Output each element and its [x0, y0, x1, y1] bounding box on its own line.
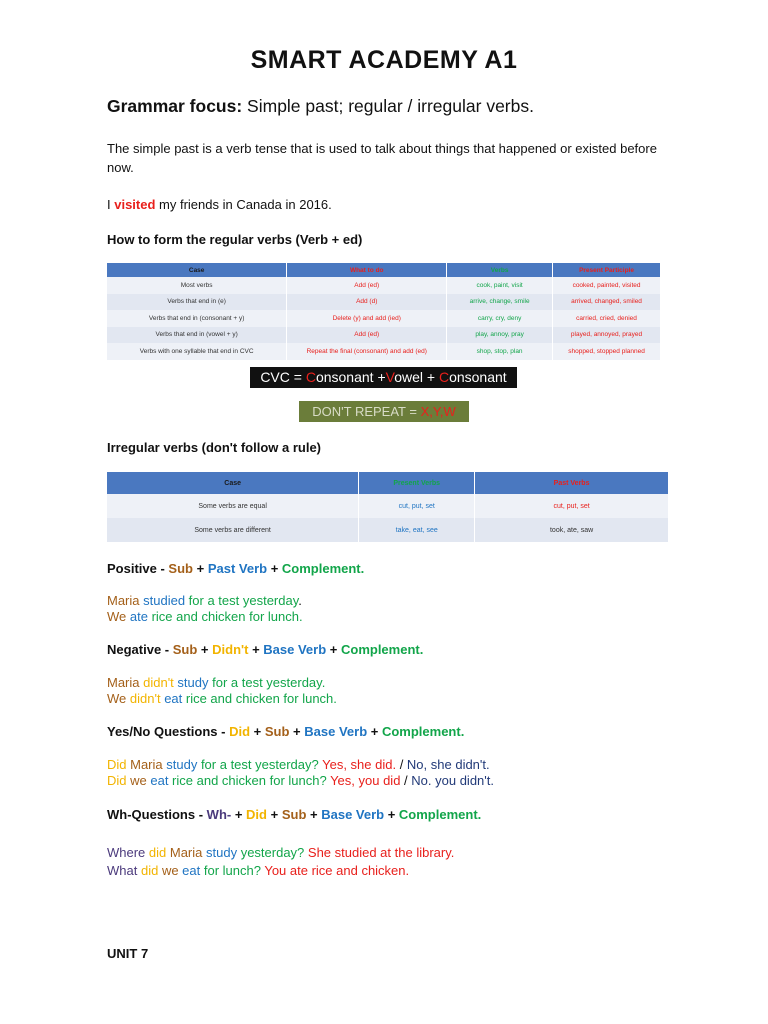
table-cell: cook, paint, visit	[447, 277, 553, 294]
table-cell: cut, put, set	[475, 494, 669, 518]
negative-heading: Negative - Sub + Didn't + Base Verb + Complement.	[107, 642, 424, 657]
yes-no-example-2: Did we eat rice and chicken for lunch? Yes, you did / No. you didn't.	[107, 773, 494, 788]
negative-example-2: We didn't eat rice and chicken for lunch.	[107, 691, 337, 706]
cvc-letter: V	[385, 369, 395, 385]
grammar-focus	[107, 96, 534, 117]
grammar-focus-text: Simple past; regular / irregular verbs.	[242, 96, 534, 116]
table-cell: Delete (y) and add (ied)	[287, 310, 447, 327]
unit-footer: UNIT 7	[107, 946, 149, 961]
dont-repeat-letters: X,Y,W	[420, 404, 456, 419]
table-cell: arrived, changed, smiled	[553, 294, 661, 311]
heading-verb: Past Verb	[207, 561, 268, 576]
wh-example-1: Where did Maria study yesterday? She studied at the library.	[107, 845, 455, 860]
cvc-banner	[250, 367, 517, 388]
table-cell: shop, stop, plan	[447, 343, 553, 360]
table-cell: played, annoyed, prayed	[553, 327, 661, 344]
table-cell: took, ate, saw	[475, 518, 669, 542]
heading-complement: Complement.	[281, 561, 365, 576]
grammar-focus-label: Grammar focus:	[107, 96, 243, 116]
cvc-label: CVC =	[260, 369, 306, 385]
positive-heading	[107, 561, 364, 576]
example-post: my friends in Canada in 2016.	[155, 197, 332, 212]
table-header: Present Verbs	[359, 472, 475, 494]
table-cell: Most verbs	[107, 277, 287, 294]
wh-examples	[107, 844, 667, 880]
table-cell: play, annoy, pray	[447, 327, 553, 344]
table-cell: Some verbs are equal	[107, 494, 359, 518]
table-cell: cooked, painted, visited	[553, 277, 661, 294]
table-cell: Verbs that end in (e)	[107, 294, 287, 311]
cvc-letter: C	[438, 369, 450, 385]
table-row	[107, 294, 661, 311]
table-cell: Verbs that end in (consonant + y)	[107, 310, 287, 327]
table-header-row	[107, 263, 661, 277]
negative-example-1: Maria didn't study for a test yesterday.	[107, 675, 326, 690]
heading-plus: +	[192, 561, 208, 576]
table-row	[107, 343, 661, 360]
cvc-word: onsonant	[449, 369, 507, 385]
table-header: Present Participle	[553, 263, 661, 277]
positive-example-1: Maria studied for a test yesterday.	[107, 593, 302, 608]
table-header-row	[107, 472, 669, 494]
table-header: Verbs	[447, 263, 553, 277]
table-row	[107, 310, 661, 327]
irregular-verbs-table	[107, 472, 669, 542]
table-header: Past Verbs	[475, 472, 669, 494]
table-cell: Add (ed)	[287, 327, 447, 344]
yes-no-examples	[107, 757, 707, 789]
cvc-letter: C	[305, 369, 316, 385]
table-cell: take, eat, see	[359, 518, 475, 542]
table-cell: Repeat the final (consonant) and add (ed)	[287, 343, 447, 360]
table-header: What to do	[287, 263, 447, 277]
yes-no-example-1: Did Maria study for a test yesterday? Yes, she did. / No, she didn't.	[107, 757, 490, 772]
table-cell: Verbs with one syllable that end in CVC	[107, 343, 287, 360]
cvc-word: owel +	[394, 369, 439, 385]
positive-examples	[107, 593, 667, 625]
table-cell: Add (d)	[287, 294, 447, 311]
wh-questions-heading: Wh-Questions - Wh- + Did + Sub + Base Verb + Complement.	[107, 807, 482, 822]
table-cell: carry, cry, deny	[447, 310, 553, 327]
yes-no-heading: Yes/No Questions - Did + Sub + Base Verb + Complement.	[107, 724, 465, 739]
regular-verbs-heading: How to form the regular verbs (Verb + ed)	[107, 232, 363, 247]
irregular-verbs-heading: Irregular verbs (don't follow a rule)	[107, 440, 322, 455]
regular-verbs-table	[107, 263, 661, 360]
table-row	[107, 327, 661, 344]
page-title: SMART ACADEMY A1	[250, 46, 518, 74]
table-header: Case	[107, 263, 287, 277]
negative-examples	[107, 675, 667, 707]
heading-label: Positive -	[107, 561, 169, 576]
dont-repeat-label: DON'T REPEAT =	[312, 404, 421, 419]
table-header: Case	[107, 472, 359, 494]
intro-paragraph: The simple past is a verb tense that is used to talk about things that happened or existed before now.	[107, 141, 657, 175]
table-cell: carried, cried, denied	[553, 310, 661, 327]
table-cell: cut, put, set	[359, 494, 475, 518]
table-cell: Verbs that end in (vowel + y)	[107, 327, 287, 344]
wh-example-2: What did we eat for lunch? You ate rice and chicken.	[107, 863, 410, 878]
example-sentence	[107, 195, 667, 214]
example-pre: I	[107, 197, 115, 212]
table-cell: arrive, change, smile	[447, 294, 553, 311]
table-cell: Some verbs are different	[107, 518, 359, 542]
heading-sub: Sub	[168, 561, 193, 576]
table-row	[107, 277, 661, 294]
table-row	[107, 518, 669, 542]
table-row	[107, 494, 669, 518]
table-cell: Add (ed)	[287, 277, 447, 294]
example-verb: visited	[114, 197, 156, 212]
heading-plus: +	[267, 561, 282, 576]
dont-repeat-banner	[299, 401, 469, 422]
positive-example-2: We ate rice and chicken for lunch.	[107, 609, 303, 624]
table-cell: shopped, stopped planned	[553, 343, 661, 360]
cvc-word: onsonant +	[315, 369, 386, 385]
